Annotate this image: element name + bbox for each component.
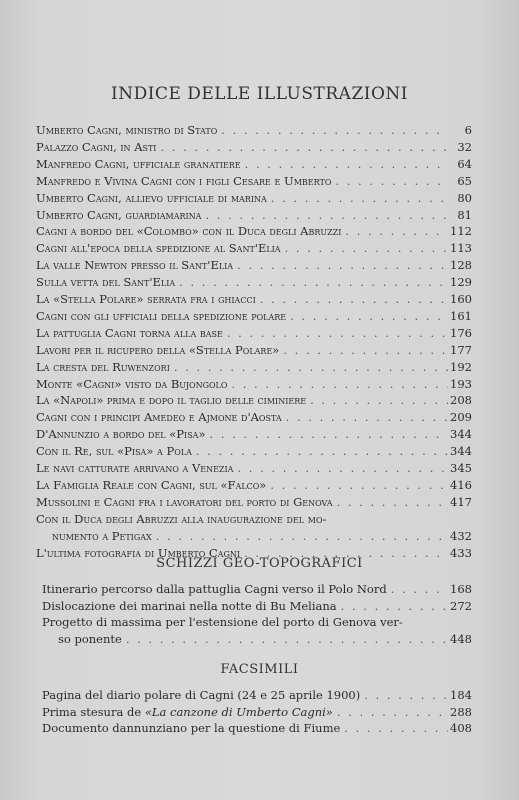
- leader-dots: [266, 478, 448, 492]
- leader-dots: [152, 529, 448, 543]
- leader-dots: [306, 393, 448, 407]
- page-number: 129: [450, 275, 472, 290]
- entry-title: Sulla vetta del Sant'Elia: [36, 275, 176, 290]
- leader-dots: [360, 688, 448, 702]
- entry-title: D'Annunzio a bordo del «Pisa»: [36, 427, 206, 442]
- page-number: 128: [450, 258, 472, 273]
- entry-title: Documento dannunziano per la questione di Fiume: [42, 721, 341, 735]
- entry-title: Umberto Cagni, allievo ufficiale di marina: [36, 190, 267, 205]
- entry-title: La cresta del Ruwenzori: [36, 359, 170, 374]
- page-number: 32: [457, 139, 472, 154]
- index-entry: [36, 123, 472, 137]
- index-entry: [36, 224, 472, 238]
- entry-title: La valle Newton presso il Sant'Elia: [36, 258, 234, 273]
- entry-title: Palazzo Cagni, in Asti: [36, 139, 157, 154]
- leader-dots: [337, 599, 448, 613]
- leader-dots: [170, 360, 448, 374]
- leader-dots: [333, 495, 448, 509]
- entry-title: Manfredo e Vivina Cagni con i figli Cesare e Umberto: [36, 173, 332, 188]
- leader-dots: [233, 258, 448, 272]
- page-number: 161: [450, 308, 472, 323]
- page-number: 176: [450, 325, 472, 340]
- page-number: 193: [450, 376, 472, 391]
- entry-title: Dislocazione dei marinai nella notte di Bu Meliana: [42, 598, 337, 613]
- index-entry: [42, 599, 472, 613]
- index-entry: [36, 478, 472, 492]
- index-entry: [52, 529, 472, 543]
- entry-title: so ponente: [58, 631, 122, 646]
- index-entry: [36, 309, 472, 323]
- entry-title: Umberto Cagni, ministro di Stato: [36, 123, 218, 137]
- page-title: INDICE DELLE ILLUSTRAZIONI: [111, 84, 408, 104]
- entry-title: Cagni all'epoca della spedizione al Sant'Elia: [36, 241, 281, 256]
- leader-dots: [331, 174, 448, 188]
- leader-dots: [341, 224, 448, 238]
- index-entry: [36, 512, 472, 526]
- page-number: 433: [450, 545, 472, 560]
- page-number: 208: [450, 393, 472, 408]
- leader-dots: [256, 292, 448, 306]
- index-entry: [36, 393, 472, 407]
- entry-title: La Famiglia Reale con Cagni, sul «Falco»: [36, 477, 267, 492]
- page-number: 209: [450, 410, 472, 425]
- leader-dots: [333, 705, 448, 719]
- index-entry: [36, 140, 472, 154]
- leader-dots: [267, 191, 448, 205]
- entry-title: Cagni a bordo del «Colombo» con il Duca degli Abruzzi: [36, 224, 342, 239]
- entry-title: Itinerario percorso dalla pattuglia Cagni verso il Polo Nord: [42, 582, 387, 596]
- entry-title: Lavori per il ricupero della «Stella Polare»: [36, 342, 280, 357]
- page-number: 345: [450, 461, 472, 475]
- page-number: 344: [450, 444, 472, 459]
- index-entry: [36, 191, 472, 205]
- page-number: 408: [450, 721, 472, 735]
- index-entry: [36, 360, 472, 374]
- page-number: 288: [450, 704, 472, 719]
- index-entry: [42, 705, 472, 719]
- section-heading-maps: SCHIZZI GEO-TOPOGRAFICI: [156, 556, 363, 571]
- entry-title: Prima stesura de «La canzone di Umberto Cagni»: [42, 704, 333, 719]
- index-entry: [36, 292, 472, 306]
- entry-title: Pagina del diario polare di Cagni (24 e 25 aprile 1900): [42, 688, 361, 702]
- index-entry: [42, 688, 472, 702]
- leader-dots: [233, 461, 448, 475]
- index-entry: [36, 444, 472, 458]
- leader-dots: [282, 410, 448, 424]
- page-number: 65: [457, 173, 472, 188]
- page-number: 272: [450, 598, 472, 613]
- entry-title: La «Napoli» prima e dopo il taglio delle ciminiere: [36, 393, 307, 408]
- page-number: 432: [450, 528, 472, 543]
- index-entry: [58, 632, 472, 646]
- leader-dots: [279, 343, 448, 357]
- index-entry: [36, 275, 472, 289]
- page-number: 344: [450, 427, 472, 442]
- section-heading-facsimiles: FACSIMILI: [220, 662, 299, 677]
- page-number: 81: [457, 207, 472, 222]
- entry-title: Con il Duca degli Abruzzi alla inaugurazione del mo-: [36, 511, 327, 526]
- index-entry: [36, 410, 472, 424]
- index-entry: [36, 174, 472, 188]
- page-number: 6: [464, 123, 472, 137]
- leader-dots: [223, 326, 448, 340]
- index-entry: [36, 343, 472, 357]
- index-entry: [36, 258, 472, 272]
- page-number: 417: [450, 494, 472, 509]
- index-entry: [36, 461, 472, 475]
- page-number: 64: [457, 156, 472, 171]
- entry-title: Umberto Cagni, guardiamarina: [36, 207, 202, 222]
- page-number: 168: [450, 582, 472, 596]
- leader-dots: [122, 632, 448, 646]
- page-number: 192: [450, 359, 472, 374]
- leader-dots: [175, 275, 448, 289]
- index-entry: [36, 241, 472, 255]
- leader-dots: [201, 208, 448, 222]
- leader-dots: [241, 157, 448, 171]
- leader-dots: [227, 377, 448, 391]
- entry-title: Cagni con i principi Amedeo e Ajmone d'Aosta: [36, 410, 282, 425]
- entry-title: Progetto di massima per l'estensione del porto di Genova ver-: [42, 615, 403, 629]
- index-entry: [36, 157, 472, 171]
- leader-dots: [205, 427, 448, 441]
- entry-title: numento a Petigax: [52, 528, 152, 543]
- index-entry: [36, 377, 472, 391]
- entry-title: Con il Re, sul «Pisa» a Pola: [36, 444, 192, 459]
- leader-dots: [281, 241, 448, 255]
- leader-dots: [387, 582, 448, 596]
- entry-title: Le navi catturate arrivano a Venezia: [36, 461, 234, 475]
- page-number: 184: [450, 688, 472, 702]
- page-number: 113: [450, 241, 472, 256]
- page-number: 448: [450, 631, 472, 646]
- page-number: 177: [450, 342, 472, 357]
- index-entry: [36, 208, 472, 222]
- leader-dots: [217, 123, 448, 137]
- entry-title: Monte «Cagni» visto da Bujongolo: [36, 376, 228, 391]
- index-entry: [42, 721, 472, 735]
- page-number: 160: [450, 292, 472, 306]
- leader-dots: [192, 444, 448, 458]
- entry-title: La «Stella Polare» serrata fra i ghiacci: [36, 292, 256, 306]
- entry-title: Mussolini e Cagni fra i lavoratori del porto di Genova: [36, 494, 333, 509]
- index-entry: [36, 495, 472, 509]
- entry-title: Cagni con gli ufficiali della spedizione polare: [36, 308, 287, 323]
- index-entry: [42, 582, 472, 596]
- page-number: 416: [450, 477, 472, 492]
- index-entry: [36, 326, 472, 340]
- leader-dots: [340, 721, 448, 735]
- entry-title: La pattuglia Cagni torna alla base: [36, 325, 223, 340]
- leader-dots: [286, 309, 448, 323]
- entry-title: Manfredo Cagni, ufficiale granatiere: [36, 156, 241, 171]
- index-entry: [36, 427, 472, 441]
- page-number: 80: [457, 190, 472, 205]
- page-number: 112: [450, 224, 472, 239]
- leader-dots: [156, 140, 448, 154]
- index-entry: [42, 615, 472, 629]
- entry-title: L'ultima fotografia di Umberto Cagni: [36, 545, 241, 560]
